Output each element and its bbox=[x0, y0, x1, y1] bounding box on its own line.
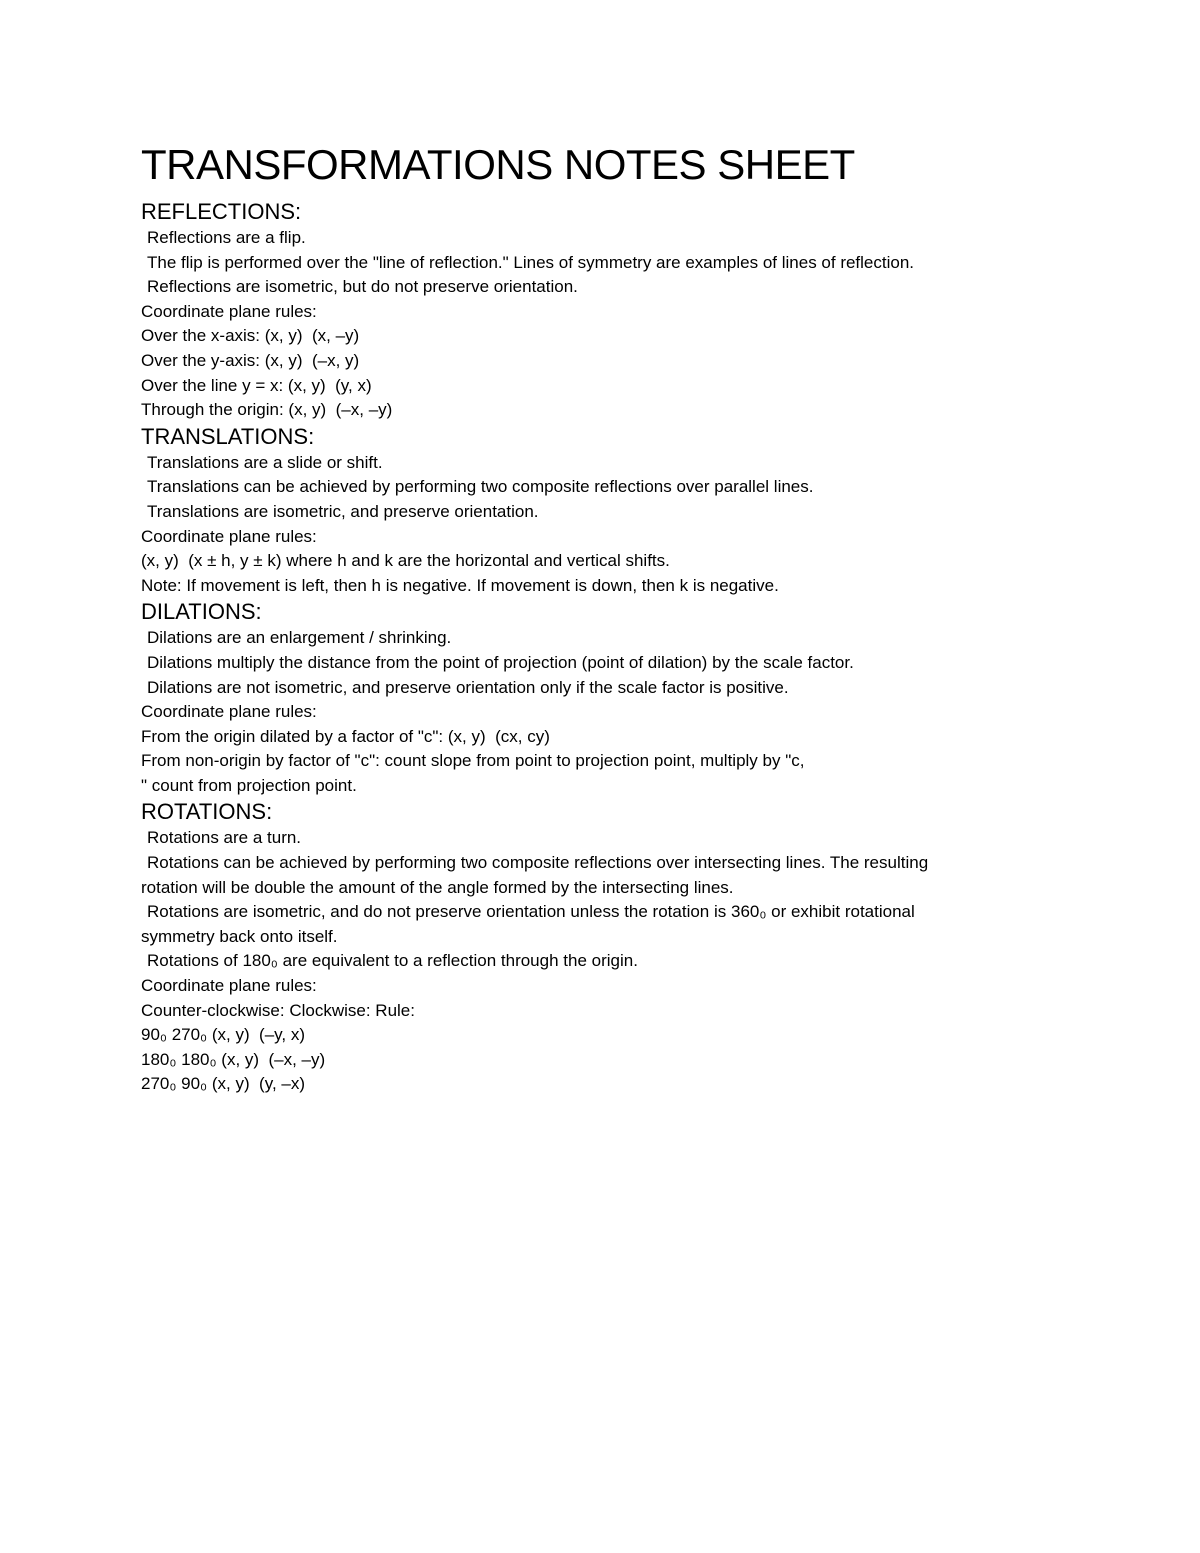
text-line: From the origin dilated by a factor of "c": (x, y) (cx, cy) bbox=[141, 726, 550, 746]
text-line: Coordinate plane rules: bbox=[141, 976, 317, 996]
text-line: Over the x-axis: (x, y) (x, –y) bbox=[141, 326, 360, 346]
text-line: Coordinate plane rules: bbox=[141, 702, 317, 722]
text-line: Counter-clockwise: Clockwise: Rule: bbox=[141, 1000, 415, 1020]
section-reflections bbox=[141, 198, 1041, 423]
text-line: Over the y-axis: (x, y) (–x, y) bbox=[141, 350, 360, 370]
text-line: Coordinate plane rules: bbox=[141, 526, 317, 546]
text-line: Rotations of 180₀ are equivalent to a reflection through the origin. bbox=[147, 951, 638, 971]
section-heading: DILATIONS: bbox=[141, 599, 262, 625]
section-heading: ROTATIONS: bbox=[141, 799, 273, 825]
section-dilations bbox=[141, 598, 1041, 798]
section-heading: TRANSLATIONS: bbox=[141, 423, 315, 449]
text-line: Over the line y = x: (x, y) (y, x) bbox=[141, 375, 372, 395]
text-line: Translations can be achieved by performing two composite reflections over parallel lines. bbox=[147, 477, 814, 497]
text-line: Rotations are a turn. bbox=[147, 828, 302, 848]
text-line: The flip is performed over the "line of reflection." Lines of symmetry are examples of lines of reflection. bbox=[147, 252, 915, 272]
text-line: " count from projection point. bbox=[141, 775, 357, 795]
text-line: Note: If movement is left, then h is negative. If movement is down, then k is negative. bbox=[141, 575, 779, 595]
text-line: Dilations multiply the distance from the point of projection (point of dilation) by the scale factor. bbox=[147, 652, 854, 672]
text-line: 270₀ 90₀ (x, y) (y, –x) bbox=[141, 1074, 306, 1094]
page-title: TRANSFORMATIONS NOTES SHEET bbox=[141, 141, 855, 188]
text-line: 180₀ 180₀ (x, y) (–x, –y) bbox=[141, 1049, 326, 1069]
text-line: Translations are isometric, and preserve orientation. bbox=[147, 501, 539, 521]
text-line: Rotations can be achieved by performing two composite reflections over intersecting lines. The resulting bbox=[147, 853, 929, 873]
text-line: Through the origin: (x, y) (–x, –y) bbox=[141, 400, 393, 420]
text-line: Dilations are an enlargement / shrinking. bbox=[147, 628, 452, 648]
text-line: (x, y) (x ± h, y ± k) where h and k are the horizontal and vertical shifts. bbox=[141, 551, 670, 571]
text-line: Reflections are isometric, but do not preserve orientation. bbox=[147, 277, 578, 297]
section-heading: REFLECTIONS: bbox=[141, 199, 302, 224]
text-line: rotation will be double the amount of the angle formed by the intersecting lines. bbox=[141, 877, 734, 897]
text-line: Dilations are not isometric, and preserve orientation only if the scale factor is positive. bbox=[147, 677, 789, 697]
document-page bbox=[141, 140, 1041, 1097]
text-line: From non-origin by factor of "c": count slope from point to projection point, multiply by "c, bbox=[141, 751, 805, 771]
section-translations bbox=[141, 423, 1041, 599]
text-line: Reflections are a flip. bbox=[147, 228, 306, 247]
text-line: Rotations are isometric, and do not preserve orientation unless the rotation is 360₀ or exhibit rotational bbox=[147, 902, 915, 922]
notes-body bbox=[141, 198, 1041, 1097]
text-line: Translations are a slide or shift. bbox=[147, 452, 383, 472]
text-line: Coordinate plane rules: bbox=[141, 301, 317, 321]
text-line: 90₀ 270₀ (x, y) (–y, x) bbox=[141, 1025, 306, 1045]
text-line: symmetry back onto itself. bbox=[141, 926, 338, 946]
section-rotations bbox=[141, 798, 1041, 1097]
